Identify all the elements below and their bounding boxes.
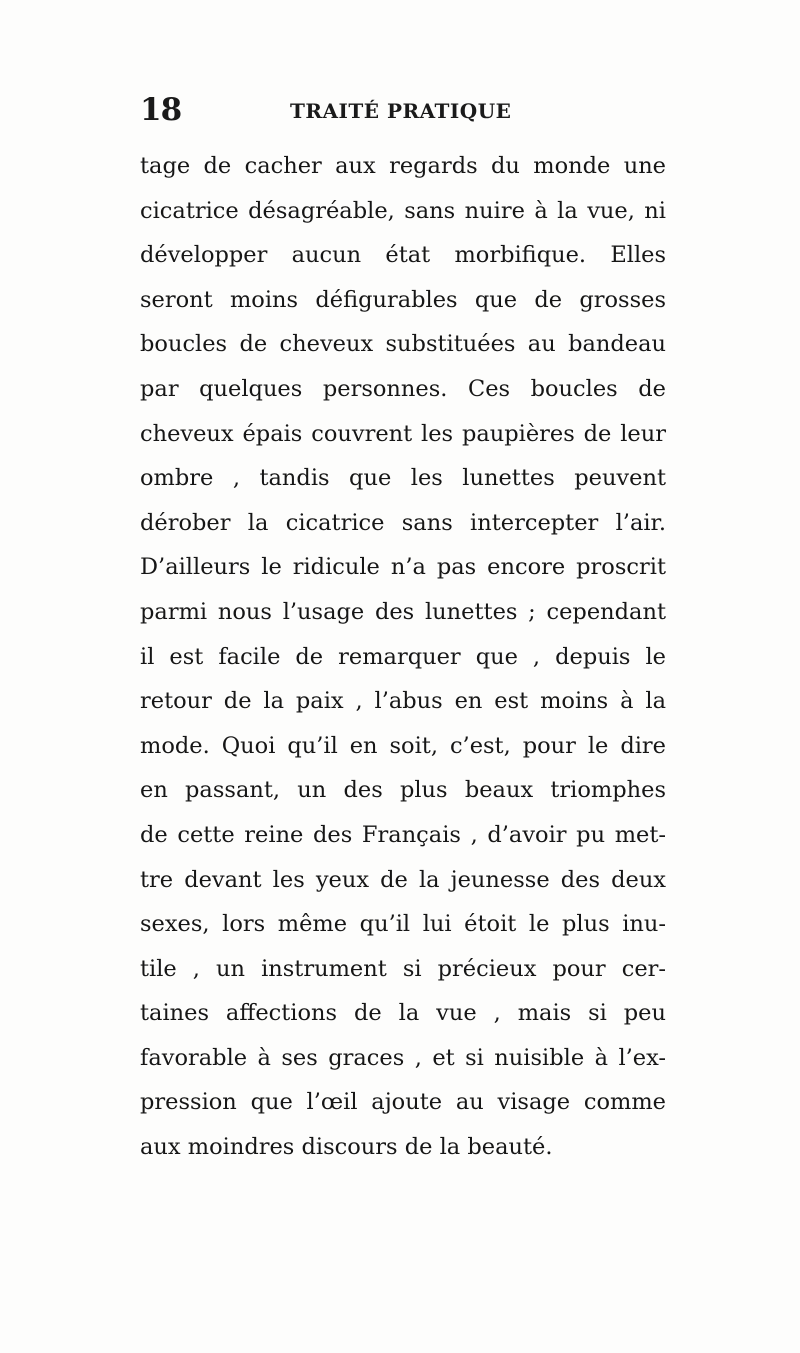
running-header [140,92,660,128]
text-line: mode. Quoi qu’il en soit, c’est, pour le dire [140,732,666,759]
running-title: TRAITÉ PRATIQUE [290,99,512,123]
text-line: pression que l’œil ajoute au visage comme [140,1089,666,1116]
text-line: il est facile de remarquer que , depuis le [140,643,666,670]
text-line-last: aux moindres discours de la beauté. [140,1134,553,1161]
text-line: D’ailleurs le ridicule n’a pas encore proscrit [140,554,666,581]
text-line: taines affections de la vue , mais si peu [140,1000,666,1027]
text-line: de cette reine des Français , d’avoir pu met- [140,821,666,848]
text-line: tile , un instrument si précieux pour cer- [140,955,666,982]
text-line: seront moins défigurables que de grosses [140,286,666,313]
text-line: tage de cacher aux regards du monde une [140,153,666,179]
text-line: ombre , tandis que les lunettes peuvent [140,465,666,492]
text-line: par quelques personnes. Ces boucles de [140,375,666,402]
text-line: en passant, un des plus beaux triomphes [140,777,666,804]
body-text [140,144,666,1170]
text-line: retour de la paix , l’abus en est moins à la [140,688,666,715]
text-line: sexes, lors même qu’il lui étoit le plus inu- [140,911,666,938]
text-line: boucles de cheveux substituées au bandeau [140,331,666,358]
page-number: 18 [140,92,182,128]
text-line: tre devant les yeux de la jeunesse des deux [140,866,666,893]
text-line: dérober la cicatrice sans intercepter l’air. [140,509,666,536]
text-line: cheveux épais couvrent les paupières de leur [140,420,666,447]
text-line: développer aucun état morbifique. Elles [140,242,666,269]
text-line: parmi nous l’usage des lunettes ; cependant [140,598,666,625]
text-line: cicatrice désagréable, sans nuire à la vue, ni [140,197,666,224]
text-line: favorable à ses graces , et si nuisible à l’ex- [140,1044,666,1071]
